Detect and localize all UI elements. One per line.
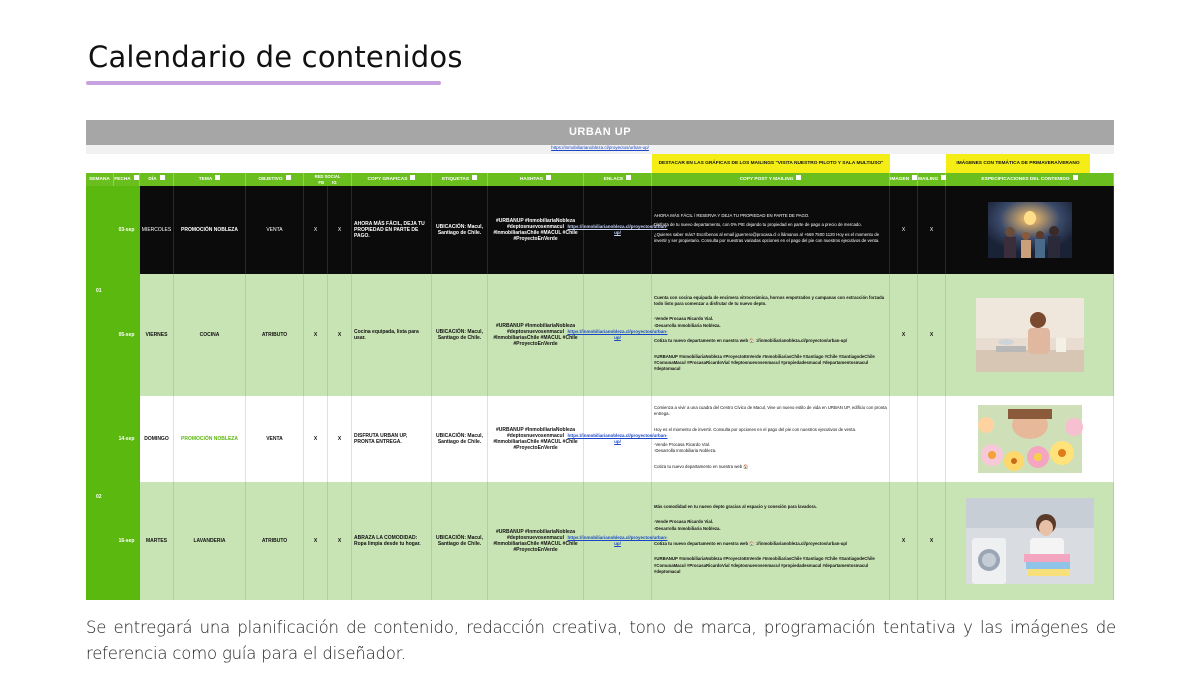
day-cell: DOMINGO bbox=[140, 396, 174, 482]
objective-cell: ATRIBUTO bbox=[246, 482, 304, 600]
title-underline bbox=[86, 81, 441, 85]
post-copy-line: Comienza a vivir a una cuadra del Centro Cívico de Macul, Vive un nuevo estilo de vida en URBAN UP, edificio con pronta entrega. bbox=[654, 405, 887, 417]
graphic-copy-cell: DISFRUTA URBAN UP, PRONTA ENTREGA. bbox=[352, 396, 432, 482]
col-objetivo[interactable] bbox=[246, 173, 304, 186]
fb-cell: X bbox=[304, 396, 328, 482]
project-url-link[interactable]: https://inmobiliarianobleza.cl/proyectos/urban-up/ bbox=[551, 145, 649, 150]
day-cell: VIERNES bbox=[140, 274, 174, 396]
col-fb-label: FB bbox=[318, 179, 324, 185]
post-copy-cell bbox=[652, 274, 890, 396]
spec-image-cell bbox=[946, 396, 1114, 482]
fb-cell: X bbox=[304, 482, 328, 600]
post-copy-line: Hoy es el momento de invertir. Consulta por opciones en el pago del pie con nuestros ejecutivos de venta. bbox=[654, 426, 857, 432]
filter-dropdown-icon[interactable] bbox=[546, 175, 551, 180]
col-dia-label: DÍA bbox=[148, 177, 157, 182]
col-semana[interactable] bbox=[86, 173, 114, 186]
hashtag-cell: #URBANUP #InmobiliariaNobleza #deptosnuevosenmacul #InmobiliariasChile #MACUL #Chile #ProyectoEnVerde bbox=[488, 396, 584, 482]
filter-dropdown-icon[interactable] bbox=[160, 175, 165, 180]
ig-cell: X bbox=[328, 186, 352, 274]
image-flag-cell: X bbox=[890, 482, 918, 600]
filter-dropdown-icon[interactable] bbox=[626, 175, 631, 180]
notes-row bbox=[86, 154, 1114, 173]
col-copy-graficas-label: COPY GRAFICAS bbox=[367, 177, 408, 182]
spec-image-cell bbox=[946, 482, 1114, 600]
col-tema-label: TEMA bbox=[198, 177, 213, 182]
col-hashtag-label: HASHTAG bbox=[519, 177, 544, 182]
graphic-copy-cell: AHORA MÁS FÁCIL, DEJA TU PROPIEDAD EN PARTE DE PAGO. bbox=[352, 186, 432, 274]
table-row[interactable] bbox=[118, 186, 1114, 274]
sheet-header: URBAN UP bbox=[86, 120, 1114, 145]
col-especificaciones-label: ESPECIFICACIONES DEL CONTENIDO bbox=[981, 177, 1070, 182]
page-caption: Se entregará una planificación de contenido, redacción creativa, tono de marca, programación tentativa y las imágenes de referencia como guía para el diseñador. bbox=[86, 618, 1116, 663]
post-copy-line: Cuenta con cocina equipada de encimera vitrocerámica, hornos empotrados y campanas con extracción forzada todo listo para comenzar a disfrutar de tu nuevo depto. bbox=[654, 294, 885, 307]
graphic-copy-cell: ABRAZA LA COMODIDAD: Ropa limpia desde tu hogar. bbox=[352, 482, 432, 600]
table-row[interactable] bbox=[118, 274, 1114, 396]
col-tema[interactable] bbox=[174, 173, 246, 186]
col-mailing-label: MAILING bbox=[918, 177, 939, 182]
post-copy-line: #URBANUP #InmobiliariaNobleza #ProyectoEnVerde #InmobiliariasChile #Santiago #Chile #SantiagodeChile #ComunaMacul #ProcasaRicardoVial #deptosnuevosenmacul #propiedadesmacul #departamentosmacul #deptomacul bbox=[654, 556, 875, 574]
post-copy-line: -Vende Procasa Ricardo Vial. -Desarrolla Inmobiliaria Nobleza. bbox=[654, 316, 721, 328]
col-semana-label: SEMANA bbox=[89, 177, 110, 182]
topic-cell: PROMOCIÓN NOBLEZA bbox=[174, 186, 246, 274]
objective-cell: ATRIBUTO bbox=[246, 274, 304, 396]
mailing-note: DESTACAR EN LAS GRÁFICAS DE LOS MAILINGS "VISITA NUESTRO PILOTO Y SALA MULTIUSO" bbox=[652, 154, 890, 173]
sheet-url-row bbox=[86, 145, 1114, 154]
filter-dropdown-icon[interactable] bbox=[286, 175, 291, 180]
col-red-social-label: RED SOCIAL bbox=[314, 174, 341, 179]
week-label: 01 bbox=[96, 288, 102, 294]
col-copy-post-label: COPY POST Y MAILING bbox=[739, 177, 794, 182]
tag-cell: UBICACIÓN: Macul, Santiago de Chile. bbox=[432, 482, 488, 600]
link-cell[interactable]: https://inmobiliarianobleza.cl/proyectos/urban-up/ bbox=[584, 396, 652, 482]
col-hashtag[interactable] bbox=[488, 173, 584, 186]
images-note: IMÁGENES CON TEMÁTICA DE PRIMAVERA/VERANO bbox=[946, 154, 1090, 173]
col-copy-post[interactable] bbox=[652, 173, 890, 186]
post-copy-line: ¿Quieres saber más? Escríbenos al email jguerrero@procasa.cl o llámanos al +569 7500 1120 Hoy es el momento de invertir y ser propietario. Consulta por nuestras variadas opciones en el pago del pie con nuestros ejecutivos de venta. bbox=[654, 231, 880, 243]
col-copy-graficas[interactable] bbox=[352, 173, 432, 186]
link-cell[interactable]: https://inmobiliarianobleza.cl/proyectos/urban-up/ bbox=[584, 186, 652, 274]
date-cell: 05-sep bbox=[114, 274, 140, 396]
hashtag-cell: #URBANUP #InmobiliariaNobleza #deptosnuevosenmacul #InmobiliariasChile #MACUL #Chile #ProyectoEnVerde bbox=[488, 482, 584, 600]
woman-cooking-photo-icon bbox=[976, 298, 1084, 372]
post-copy-line: Más comodidad en tu nuevo depto gracias al espacio y conexión para lavadora. bbox=[654, 503, 817, 509]
post-copy-line: Cotiza tu nuevo departamento en nuestra web 🏠 ://inmobiliarianobleza.cl/proyectos/urban-up/ bbox=[654, 338, 848, 344]
image-flag-cell bbox=[890, 396, 918, 482]
topic-cell: PROMOCIÓN NOBLEZA bbox=[174, 396, 246, 482]
woman-laundry-photo-icon bbox=[966, 498, 1094, 584]
day-cell: MARTES bbox=[140, 482, 174, 600]
col-etiquetas[interactable] bbox=[432, 173, 488, 186]
family-lantern-photo-icon bbox=[988, 202, 1072, 258]
col-enlace-label: ENLACE bbox=[603, 177, 624, 182]
tag-cell: UBICACIÓN: Macul, Santiago de Chile. bbox=[432, 274, 488, 396]
graphic-copy-cell: Cocina equipada, lista para usar. bbox=[352, 274, 432, 396]
content-calendar-sheet bbox=[86, 120, 1114, 600]
date-cell: 03-sep bbox=[114, 186, 140, 274]
col-fecha-label: FECHA bbox=[114, 177, 131, 182]
col-enlace[interactable] bbox=[584, 173, 652, 186]
post-copy-cell bbox=[652, 186, 890, 274]
spec-image-cell bbox=[946, 186, 1114, 274]
filter-dropdown-icon[interactable] bbox=[215, 175, 220, 180]
filter-dropdown-icon[interactable] bbox=[472, 175, 477, 180]
date-cell: 14-sep bbox=[114, 396, 140, 482]
post-copy-line: #URBANUP #InmobiliariaNobleza #ProyectoEnVerde #InmobiliariasChile #Santiago #Chile #SantiagodeChile #ComunaMacul #ProcasaRicardoVial #deptosnuevosenmacul #propiedadesmacul #departamentosmacul #deptomacul bbox=[654, 353, 875, 371]
post-copy-line: Cotiza tu nuevo departamento en nuestra web 🏠 bbox=[654, 463, 749, 469]
topic-cell: COCINA bbox=[174, 274, 246, 396]
objective-cell: VENTA bbox=[246, 186, 304, 274]
col-etiquetas-label: ETIQUETAS bbox=[441, 177, 470, 182]
day-cell: MIERCOLES bbox=[140, 186, 174, 274]
ig-cell: X bbox=[328, 396, 352, 482]
post-copy-line: -Vende Procasa Ricardo Vial. -Desarrolla Inmobiliaria Nobleza. bbox=[654, 519, 721, 531]
col-red-social[interactable] bbox=[304, 173, 352, 186]
col-dia[interactable] bbox=[140, 173, 174, 186]
post-copy-line: -Vende Procasa Ricardo Vial. -Desarrolla Inmobiliaria Nobleza. bbox=[654, 442, 717, 454]
spec-image-cell bbox=[946, 274, 1114, 396]
mailing-flag-cell bbox=[918, 396, 946, 482]
col-imagen[interactable] bbox=[890, 173, 918, 186]
fb-cell: X bbox=[304, 186, 328, 274]
topic-cell: LAVANDERIA bbox=[174, 482, 246, 600]
filter-dropdown-icon[interactable] bbox=[410, 175, 415, 180]
post-copy-line: Cotiza tu nuevo departamento en nuestra web 🏠 ://inmobiliarianobleza.cl/proyectos/urban-up/ bbox=[654, 541, 848, 546]
hashtag-cell: #URBANUP #InmobiliariaNobleza #deptosnuevosenmacul #InmobiliariasChile #MACUL #Chile #ProyectoEnVerde bbox=[488, 186, 584, 274]
mailing-flag-cell: X bbox=[918, 274, 946, 396]
table-row[interactable] bbox=[118, 396, 1114, 482]
link-cell[interactable]: https://inmobiliarianobleza.cl/proyectos/urban-up/ bbox=[584, 482, 652, 600]
image-flag-cell: X bbox=[890, 186, 918, 274]
filter-dropdown-icon[interactable] bbox=[1073, 175, 1078, 180]
ig-cell: X bbox=[328, 274, 352, 396]
tag-cell: UBICACIÓN: Macul, Santiago de Chile. bbox=[432, 186, 488, 274]
col-imagen-label: IMAGEN bbox=[890, 177, 910, 182]
col-ig-label: IG bbox=[332, 179, 337, 185]
post-copy-cell bbox=[652, 396, 890, 482]
mailing-flag-cell: X bbox=[918, 482, 946, 600]
filter-dropdown-icon[interactable] bbox=[912, 175, 917, 180]
week-label: 02 bbox=[96, 494, 102, 500]
image-flag-cell: X bbox=[890, 274, 918, 396]
col-mailing[interactable] bbox=[918, 173, 946, 186]
woman-flowers-photo-icon bbox=[978, 405, 1082, 473]
post-copy-cell bbox=[652, 482, 890, 600]
mailing-flag-cell: X bbox=[918, 186, 946, 274]
filter-dropdown-icon[interactable] bbox=[134, 175, 139, 180]
table-row[interactable] bbox=[118, 482, 1114, 600]
fb-cell: X bbox=[304, 274, 328, 396]
col-especificaciones[interactable] bbox=[946, 173, 1114, 186]
ig-cell: X bbox=[328, 482, 352, 600]
page-title: Calendario de contenidos bbox=[88, 40, 463, 74]
filter-dropdown-icon[interactable] bbox=[796, 175, 801, 180]
date-cell: 16-sep bbox=[114, 482, 140, 600]
col-objetivo-label: OBJETIVO bbox=[258, 177, 283, 182]
hashtag-cell: #URBANUP #InmobiliariaNobleza #deptosnuevosenmacul #InmobiliariasChile #MACUL #Chile #ProyectoEnVerde bbox=[488, 274, 584, 396]
objective-cell: VENTA bbox=[246, 396, 304, 482]
post-copy-line: Disfruta de tu nuevo departamento, con 0% PIE dejando tu propiedad en parte de pago a precio de mercado. bbox=[654, 222, 862, 228]
tag-cell: UBICACIÓN: Macul, Santiago de Chile. bbox=[432, 396, 488, 482]
post-copy-line: AHORA MÁS FÁCIL / RESERVA Y DEJA TU PROPIEDAD EN PARTE DE PAGO. bbox=[654, 213, 810, 219]
col-fecha[interactable] bbox=[114, 173, 140, 186]
link-cell[interactable]: https://inmobiliarianobleza.cl/proyectos/urban-up/ bbox=[584, 274, 652, 396]
